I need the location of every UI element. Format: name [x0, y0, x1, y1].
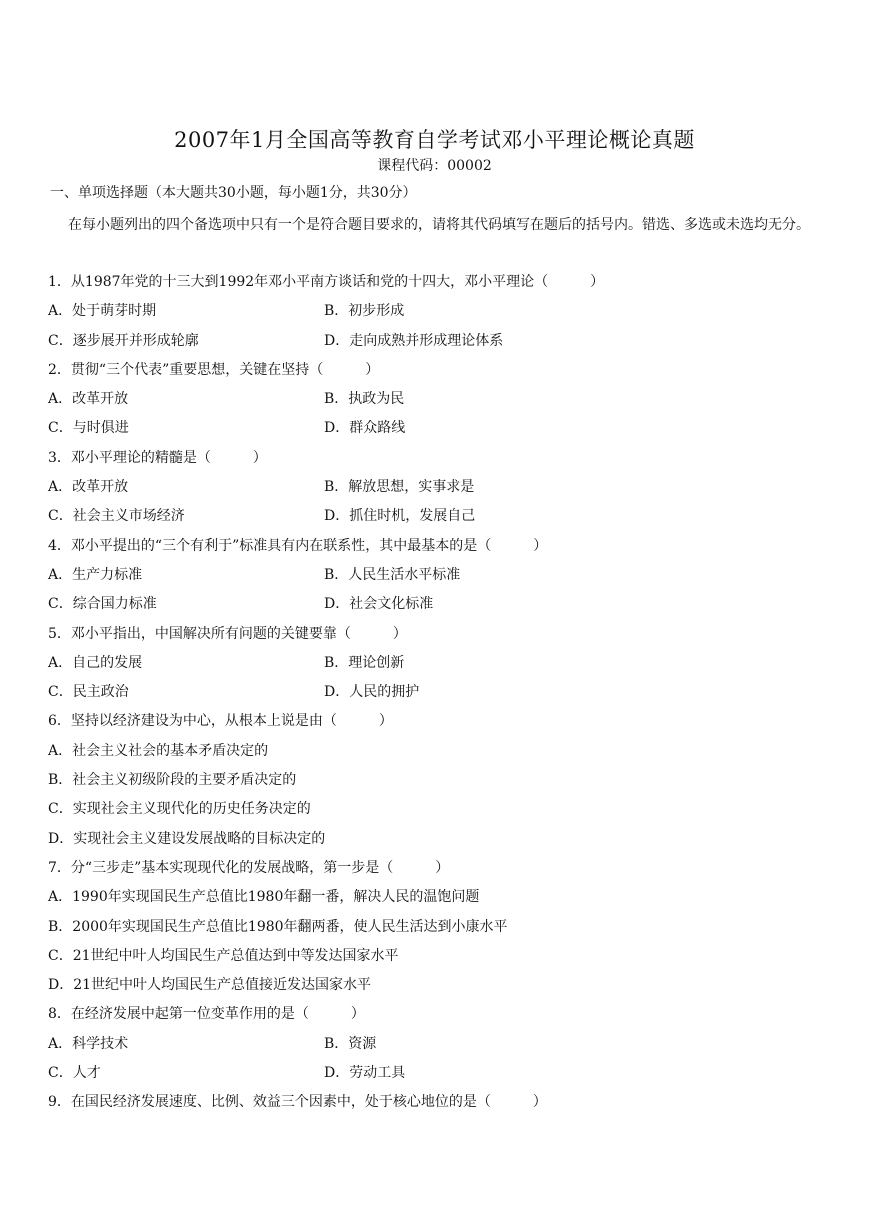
question-stem: 3．邓小平理论的精髓是（ ）: [48, 449, 267, 466]
question-stem: 6．坚持以经济建设为中心，从根本上说是由（ ）: [48, 713, 393, 730]
answer-option: A．处于萌芽时期: [48, 303, 157, 320]
option-row: [48, 678, 828, 707]
answer-option: A．改革开放: [48, 479, 129, 496]
answer-option: A．社会主义社会的基本矛盾决定的: [48, 742, 269, 759]
answer-option: D．劳动工具: [324, 1065, 406, 1082]
answer-option: C．逐步展开并形成轮廓: [48, 332, 199, 349]
question-stem: 2．贯彻“三个代表”重要思想，关键在坚持（ ）: [48, 361, 380, 378]
option-row: [48, 561, 828, 590]
option-row: [48, 649, 828, 678]
section-heading: 一、单项选择题（本大题共30小题，每小题1分，共30分）: [50, 185, 417, 201]
answer-option: C．实现社会主义现代化的历史任务决定的: [48, 801, 311, 818]
answer-option: D．社会文化标准: [324, 596, 434, 613]
question-stem: 8．在经济发展中起第一位变革作用的是（ ）: [48, 1006, 365, 1023]
question-stem: 5．邓小平指出，中国解决所有问题的关键要靠（ ）: [48, 625, 407, 642]
answer-option: B．社会主义初级阶段的主要矛盾决定的: [48, 772, 297, 789]
option-row: [48, 297, 828, 326]
option-row: [48, 414, 828, 443]
answer-option: C．综合国力标准: [48, 596, 157, 613]
answer-option: B．初步形成: [324, 303, 405, 320]
answer-option: D．21世纪中叶人均国民生产总值接近发达国家水平: [48, 977, 372, 994]
answer-option: C．与时俱进: [48, 420, 129, 437]
page-title: 2007年1月全国高等教育自学考试邓小平理论概论真题: [174, 128, 695, 152]
answer-option: A．自己的发展: [48, 654, 143, 671]
answer-option: D．人民的拥护: [324, 684, 420, 701]
answer-option: D．实现社会主义建设发展战略的目标决定的: [48, 830, 326, 847]
question-stem: 7．分“三步走”基本实现现代化的发展战略，第一步是（ ）: [48, 859, 450, 876]
answer-option: B．资源: [324, 1035, 377, 1052]
answer-option: A．改革开放: [48, 391, 129, 408]
instruction-text: 在每小题列出的四个备选项中只有一个是符合题目要求的，请将其代码填写在题后的括号内。错选、多选或未选均无分。: [68, 217, 810, 233]
answer-option: A．生产力标准: [48, 566, 143, 583]
option-row: [48, 590, 828, 619]
option-row: [48, 385, 828, 414]
option-row: [48, 1030, 828, 1059]
question-stem: 1．从1987年党的十三大到1992年邓小平南方谈话和党的十四大，邓小平理论（ ）: [48, 274, 605, 290]
answer-option: C．人才: [48, 1065, 101, 1082]
option-row: [48, 327, 828, 356]
answer-option: B．解放思想，实事求是: [324, 479, 475, 496]
answer-option: C．21世纪中叶人均国民生产总值达到中等发达国家水平: [48, 947, 399, 964]
question-stem: 4．邓小平提出的“三个有利于”标准具有内在联系性，其中最基本的是（ ）: [48, 537, 548, 554]
answer-option: B．人民生活水平标准: [324, 566, 461, 583]
course-code: 课程代码：00002: [377, 158, 492, 174]
option-row: [48, 1059, 828, 1088]
answer-option: B．执政为民: [324, 391, 405, 408]
answer-option: A．科学技术: [48, 1035, 129, 1052]
answer-option: D．抓住时机，发展自己: [324, 508, 476, 525]
answer-option: D．走向成熟并形成理论体系: [324, 332, 504, 349]
answer-option: D．群众路线: [324, 420, 406, 437]
option-row: [48, 502, 828, 531]
answer-option: B．理论创新: [324, 654, 405, 671]
question-stem: 9．在国民经济发展速度、比例、效益三个因素中，处于核心地位的是（ ）: [48, 1094, 547, 1111]
answer-option: A．1990年实现国民生产总值比1980年翻一番，解决人民的温饱问题: [48, 889, 480, 906]
question-list: [48, 268, 828, 1118]
answer-option: C．民主政治: [48, 684, 129, 701]
answer-option: C．社会主义市场经济: [48, 508, 185, 525]
answer-option: B．2000年实现国民生产总值比1980年翻两番，使人民生活达到小康水平: [48, 918, 508, 935]
option-row: [48, 473, 828, 502]
